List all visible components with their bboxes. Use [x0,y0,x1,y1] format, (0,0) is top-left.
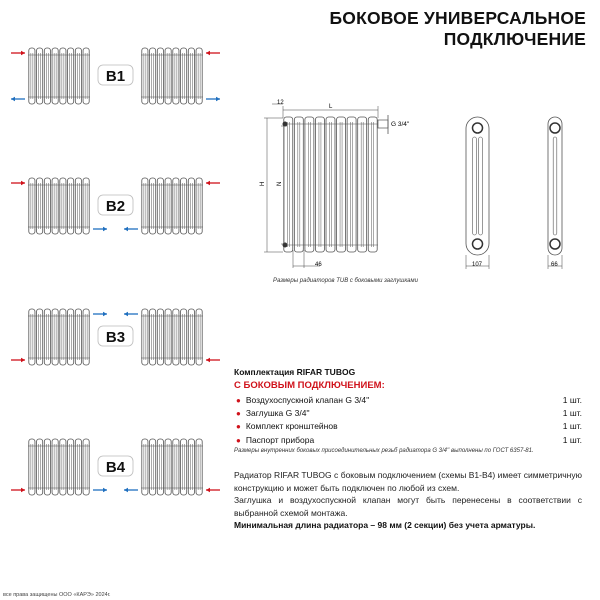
radiator-section [68,439,74,495]
connection-port [473,239,483,249]
radiator-icon [283,117,378,252]
side-plug [378,120,388,128]
radiator-section [142,178,148,234]
arrow-head [216,97,220,102]
scheme-label: B3 [105,329,126,346]
arrow-head [206,358,210,363]
radiator-icon [28,439,90,495]
dim-12: 12 [277,100,284,106]
radiator-icon [141,178,203,234]
radiator-section [165,178,171,234]
radiator-section [44,48,50,104]
arrow-head [21,181,25,186]
arrow-head [103,312,107,317]
dim-46: 46 [315,262,322,268]
radiator-section [196,309,202,365]
item-name: Воздухоспускной клапан G 3/4'' [245,394,370,405]
dim-N: N [277,181,283,186]
radiator-section [188,48,194,104]
radiator-section [196,48,202,104]
kit-note: Размеры внутренних боковых присоединительных резьб радиатора G 3/4'' выполнены по ГОСТ 6357-81. [234,448,534,454]
arrow-head [124,227,128,232]
radiator-section [181,309,187,365]
description [234,469,582,532]
radiator-section [157,178,163,234]
scheme-b4 [11,439,220,495]
plug [283,243,288,248]
side-tube [479,137,483,235]
radiator-section [52,48,58,104]
radiator-section [294,117,303,252]
radiator-section [196,178,202,234]
radiator-section [142,439,148,495]
arrow-head [103,488,107,493]
radiator-section [157,48,163,104]
radiator-section [37,48,43,104]
radiator-section [305,117,314,252]
description-p1: Радиатор RIFAR TUBOG с боковым подключением (схемы B1-B4) имеет симметричную конструкцию и может быть подключен по любой из схем. [234,470,582,493]
radiator-section [165,48,171,104]
bullet-icon: ● [236,435,241,445]
item-qty: 1 шт. [562,434,582,445]
radiator-section [142,48,148,104]
return-arrow-icon [124,227,138,232]
scheme-label: B2 [105,198,126,215]
list-item [236,406,582,419]
radiator-section [181,439,187,495]
radiator-section [60,48,66,104]
radiator-front-view [264,104,562,269]
side-tube [553,137,557,235]
drawing-caption: Размеры радиаторов TUB с боковыми заглушками [273,278,418,284]
radiator-icon [28,48,90,104]
radiator-section [75,178,81,234]
bullet-icon: ● [236,408,241,418]
scheme-label: B4 [105,459,126,476]
dim-H: H [260,181,266,186]
arrow-head [103,227,107,232]
radiator-section [173,309,179,365]
radiator-section [188,439,194,495]
radiator-section [188,178,194,234]
radiator-section [29,309,35,365]
kit-list [236,393,582,446]
list-item [236,393,582,406]
supply-arrow-icon [11,488,25,493]
radiator-section [83,309,89,365]
radiator-section [44,439,50,495]
return-arrow-icon [93,312,107,317]
radiator-section [173,48,179,104]
scheme-label: B1 [105,68,126,85]
connection-port [473,123,483,133]
scheme-b3 [11,309,220,365]
radiator-section [60,309,66,365]
kit-subheading: С БОКОВЫМ ПОДКЛЮЧЕНИЕМ: [234,380,385,391]
description-p2: Заглушка и воздухоспускной клапан могут быть перенесены в соответствии с выбранной схемой монтажа. [234,495,582,518]
scheme-b2 [11,178,220,234]
connection-port [550,123,560,133]
radiator-section [68,48,74,104]
side-view-3-column [466,117,489,269]
radiator-section [68,178,74,234]
kit-heading: Комплектация RIFAR TUBOG [234,367,356,377]
radiator-section [150,309,156,365]
return-arrow-icon [93,227,107,232]
radiator-section [83,439,89,495]
radiator-section [173,439,179,495]
arrow-head [21,488,25,493]
radiator-section [83,178,89,234]
item-name: Заглушка G 3/4'' [245,407,310,418]
return-arrow-icon [206,97,220,102]
radiator-icon [141,309,203,365]
return-arrow-icon [93,488,107,493]
supply-arrow-icon [11,181,25,186]
radiator-section [37,178,43,234]
radiator-section [347,117,356,252]
radiator-section [165,309,171,365]
arrow-head [124,312,128,317]
return-arrow-icon [124,312,138,317]
return-arrow-icon [11,97,25,102]
radiator-section [157,439,163,495]
radiator-section [181,48,187,104]
arrow-head [21,51,25,56]
dimension-drawing [250,0,600,290]
supply-arrow-icon [206,51,220,56]
radiator-section [29,48,35,104]
arrow-head [206,181,210,186]
radiator-section [29,439,35,495]
radiator-icon [28,178,90,234]
bullet-icon: ● [236,395,241,405]
item-qty: 1 шт. [562,421,582,432]
supply-arrow-icon [206,488,220,493]
radiator-section [368,117,377,252]
radiator-section [150,439,156,495]
radiator-section [284,117,293,252]
radiator-section [83,48,89,104]
dim-L: L [329,104,333,110]
item-name: Комплект кронштейнов [245,421,338,432]
radiator-section [44,178,50,234]
radiator-section [173,178,179,234]
item-name: Паспорт прибора [245,434,315,445]
arrow-head [21,358,25,363]
side-tube [473,137,477,235]
radiator-section [52,178,58,234]
side-body [466,117,489,255]
dim-107: 107 [472,262,483,268]
radiator-section [196,439,202,495]
radiator-section [60,178,66,234]
return-arrow-icon [124,488,138,493]
bullet-icon: ● [236,422,241,432]
radiator-section [165,439,171,495]
supply-arrow-icon [206,358,220,363]
side-view-2-column [548,117,562,269]
copyright: все права защищены ООО «КАРЭ» 2024г. [3,592,111,598]
radiator-section [44,309,50,365]
radiator-section [37,309,43,365]
radiator-section [315,117,324,252]
arrow-head [206,51,210,56]
title-line-2: ПОДКЛЮЧЕНИЕ [443,29,586,49]
radiator-section [142,309,148,365]
description-p3: Минимальная длина радиатора – 98 мм (2 секции) без учета арматуры. [234,520,536,531]
radiator-section [52,309,58,365]
radiator-section [37,439,43,495]
radiator-section [75,439,81,495]
scheme-b1 [11,48,220,104]
radiator-section [29,178,35,234]
item-qty: 1 шт. [562,407,582,418]
list-item [236,433,582,446]
radiator-section [68,309,74,365]
radiator-section [358,117,367,252]
dim-66: 66 [551,262,558,268]
radiator-section [52,439,58,495]
item-qty: 1 шт. [562,394,582,405]
supply-arrow-icon [11,358,25,363]
connection-schemes [0,0,240,560]
radiator-section [326,117,335,252]
radiator-section [75,48,81,104]
title-line-1: БОКОВОЕ УНИВЕРСАЛЬНОЕ [329,8,586,28]
connection-port [550,239,560,249]
radiator-section [75,309,81,365]
radiator-section [157,309,163,365]
radiator-section [181,178,187,234]
list-item [236,420,582,433]
supply-arrow-icon [11,51,25,56]
radiator-icon [141,439,203,495]
thread-label: G 3/4'' [391,121,410,128]
arrow-head [11,97,15,102]
radiator-section [150,178,156,234]
radiator-icon [28,309,90,365]
radiator-section [60,439,66,495]
arrow-head [124,488,128,493]
supply-arrow-icon [206,181,220,186]
radiator-section [337,117,346,252]
radiator-section [188,309,194,365]
radiator-icon [141,48,203,104]
arrow-head [206,488,210,493]
radiator-section [150,48,156,104]
